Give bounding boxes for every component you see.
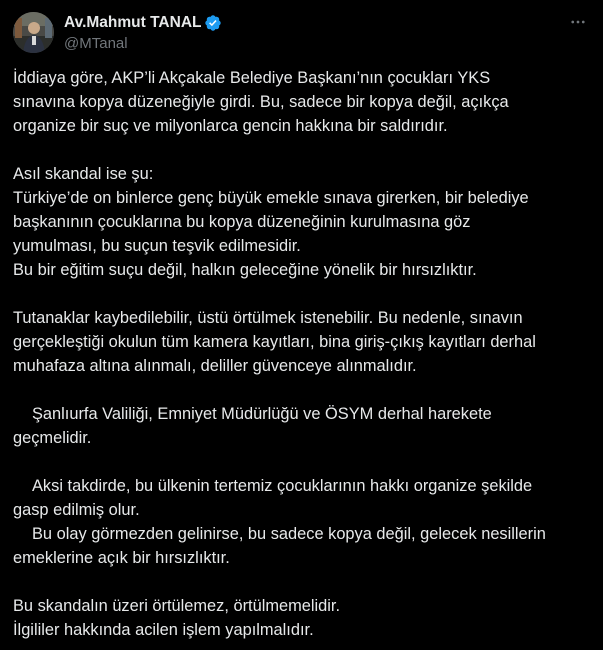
text-line: emeklerine açık bir hırsızlıktır.: [13, 549, 230, 567]
text-line: Aksi takdirde, bu ülkenin tertemiz çocuklarının hakkı organize şekilde: [32, 477, 533, 495]
text-line: Bu olay görmezden gelinirse, bu sadece kopya değil, gelecek nesillerin: [32, 525, 546, 543]
text-line: organize bir suç ve milyonlarca gencin hakkına bir saldırıdır.: [13, 117, 448, 135]
display-name-row: [64, 12, 222, 33]
text-line: muhafaza altına alınmalı, deliller güvenceye alınmalıdır.: [13, 357, 417, 375]
paragraph-5: [13, 474, 585, 570]
text-line: gerçekleştiği okulun tüm kamera kayıtları, bina giriş-çıkış kayıtları derhal: [13, 333, 536, 351]
avatar[interactable]: [13, 12, 54, 53]
more-dots-icon[interactable]: [567, 12, 589, 32]
paragraph-6: [13, 594, 585, 642]
avatar-image: [13, 12, 54, 53]
author-handle[interactable]: @MTanal: [64, 35, 128, 52]
author-display-name[interactable]: Av.Mahmut TANAL: [64, 13, 202, 31]
text-line: İddiaya göre, AKP’li Akçakale Belediye Başkanı’nın çocukları YKS: [13, 69, 491, 87]
paragraph-1: [13, 66, 585, 138]
tweet-header: [13, 0, 589, 66]
text-line: Şanlıurfa Valiliği, Emniyet Müdürlüğü ve ÖSYM derhal harekete: [32, 405, 492, 423]
text-line: sınavına kopya düzeneğiyle girdi. Bu, sadece bir kopya değil, açıkça: [13, 93, 509, 111]
text-line: geçmelidir.: [13, 429, 92, 447]
text-line: İlgililer hakkında acilen işlem yapılmalıdır.: [13, 621, 314, 639]
text-line: Türkiye’de on binlerce genç büyük emekle sınava girerken, bir belediye: [13, 189, 529, 207]
text-line: Bu bir eğitim suçu değil, halkın geleceğine yönelik bir hırsızlıktır.: [13, 261, 477, 279]
text-line: gasp edilmiş olur.: [13, 501, 140, 519]
author-block: [64, 12, 222, 55]
text-line: başkanının çocuklarına bu kopya düzeneğinin kurulmasına göz: [13, 213, 471, 231]
text-line: Bu skandalın üzeri örtülemez, örtülmemelidir.: [13, 597, 341, 615]
text-line: Tutanaklar kaybedilebilir, üstü örtülmek istenebilir. Bu nedenle, sınavın: [13, 309, 523, 327]
tweet-text: [13, 66, 585, 642]
verified-badge-icon[interactable]: [204, 14, 222, 32]
paragraph-3: [13, 306, 585, 378]
text-line: yumulması, bu suçun teşvik edilmesidir.: [13, 237, 301, 255]
text-line: Asıl skandal ise şu:: [13, 165, 154, 183]
paragraph-4: [13, 402, 585, 450]
paragraph-2: [13, 162, 585, 282]
